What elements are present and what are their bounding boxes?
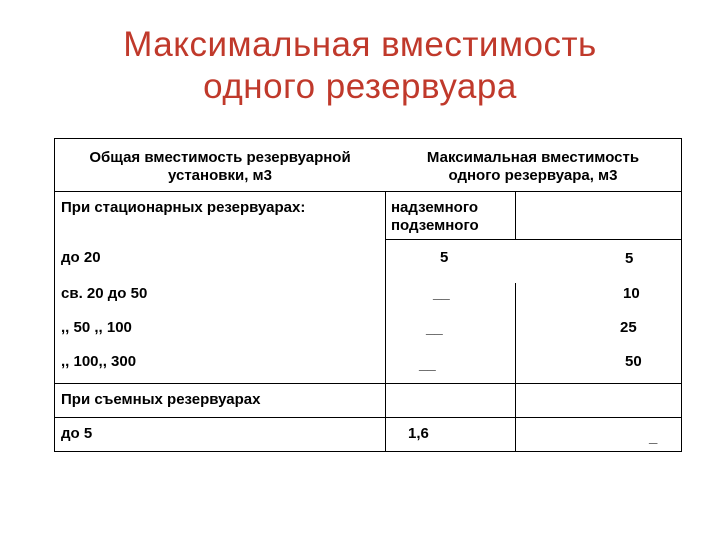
row-2-above: __ xyxy=(433,285,450,302)
row-5-under: _ xyxy=(649,429,658,446)
row-3-above: __ xyxy=(426,320,443,337)
header-right-line-2: одного резервуара, м3 xyxy=(448,167,618,184)
subheader-divider xyxy=(385,239,681,240)
row-2-under: 10 xyxy=(623,285,640,302)
section-removable: При съемных резервуарах xyxy=(61,391,261,408)
header-divider xyxy=(55,191,681,192)
row-1-above: 5 xyxy=(440,249,449,266)
subheader-cell xyxy=(391,199,479,235)
title-line-1: Максимальная вместимость xyxy=(123,25,597,64)
section2-top-divider xyxy=(55,383,681,384)
section2-bottom-divider xyxy=(55,417,681,418)
subheader-underground: подземного xyxy=(391,217,479,234)
column-divider-2-bottom xyxy=(515,283,516,451)
slide-title xyxy=(0,24,720,108)
header-right xyxy=(385,149,681,185)
column-divider-2-top xyxy=(515,191,516,239)
row-3-label: ,, 50 ,, 100 xyxy=(61,319,132,336)
row-1-under: 5 xyxy=(625,250,634,267)
section-stationary: При стационарных резервуарах: xyxy=(61,199,306,216)
row-5-label: до 5 xyxy=(61,425,93,442)
header-left-line-2: установки, м3 xyxy=(168,167,272,184)
row-1-label: до 20 xyxy=(61,249,101,266)
row-4-above: __ xyxy=(419,356,436,373)
row-5-above: 1,6 xyxy=(408,425,429,442)
column-divider-1 xyxy=(385,191,386,451)
capacity-table xyxy=(54,138,682,452)
row-4-label: ,, 100,, 300 xyxy=(61,353,137,370)
title-line-2: одного резервуара xyxy=(203,67,517,106)
row-3-under: 25 xyxy=(620,319,637,336)
row-2-label: св. 20 до 50 xyxy=(61,285,148,302)
subheader-above-ground: надземного xyxy=(391,199,479,216)
row-4-under: 50 xyxy=(625,353,642,370)
header-left-line-1: Общая вместимость резервуарной xyxy=(89,149,351,166)
header-left xyxy=(55,149,385,185)
header-right-line-1: Максимальная вместимость xyxy=(426,149,640,166)
